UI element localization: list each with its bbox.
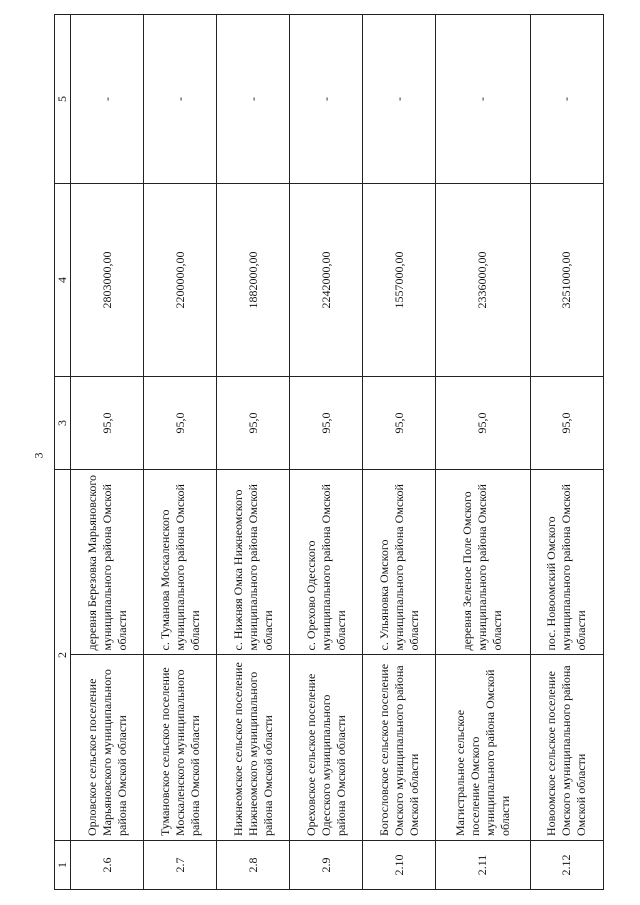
table-header-row	[55, 15, 71, 890]
header-col-4: 4	[55, 184, 71, 377]
percent-value: 95,0	[144, 377, 217, 470]
subsidy-table	[54, 14, 604, 890]
rotated-table-container	[54, 20, 604, 890]
locality-name: пос. Новоомский Омского муниципального района Омской области	[530, 470, 603, 656]
table-row	[217, 15, 290, 890]
percent-value: 95,0	[363, 377, 436, 470]
table-row	[530, 15, 603, 890]
settlement-name: Магистральное сельское поселение Омского муниципального района Омской области	[436, 655, 531, 841]
row-number: 2.6	[71, 841, 144, 890]
table-row	[436, 15, 531, 890]
settlement-name: Новоомское сельское поселение Омского муниципального района Омской области	[530, 655, 603, 841]
locality-name: с. Туманова Москаленского муниципального района Омской области	[144, 470, 217, 656]
locality-name: с. Нижняя Омка Нижнеомского муниципального района Омской области	[217, 470, 290, 656]
locality-name: деревня Зеленое Поле Омского муниципального района Омской области	[436, 470, 531, 656]
header-col-5: 5	[55, 15, 71, 184]
row-number: 2.7	[144, 841, 217, 890]
row-number: 2.11	[436, 841, 531, 890]
row-number: 2.9	[290, 841, 363, 890]
col5-value: -	[217, 15, 290, 184]
row-number: 2.8	[217, 841, 290, 890]
locality-name: деревня Березовка Марьяновского муниципального района Омской области	[71, 470, 144, 656]
settlement-name: Богословское сельское поселение Омского муниципального района Омской области	[363, 655, 436, 841]
row-number: 2.10	[363, 841, 436, 890]
col5-value: -	[363, 15, 436, 184]
amount-value: 2200000,00	[144, 184, 217, 377]
col5-value: -	[144, 15, 217, 184]
header-col-1: 1	[55, 841, 71, 890]
amount-value: 2336000,00	[436, 184, 531, 377]
col5-value: -	[290, 15, 363, 184]
locality-name: с. Орехово Одесского муниципального района Омской области	[290, 470, 363, 656]
table-row	[71, 15, 144, 890]
table-row	[363, 15, 436, 890]
amount-value: 2242000,00	[290, 184, 363, 377]
amount-value: 2803000,00	[71, 184, 144, 377]
settlement-name: Тумановское сельское поселение Москаленского муниципального района Омской области	[144, 655, 217, 841]
col5-value: -	[71, 15, 144, 184]
header-col-2: 2	[55, 470, 71, 841]
percent-value: 95,0	[290, 377, 363, 470]
col5-value: -	[436, 15, 531, 184]
amount-value: 3251000,00	[530, 184, 603, 377]
table-row	[290, 15, 363, 890]
header-col-3: 3	[55, 377, 71, 470]
percent-value: 95,0	[217, 377, 290, 470]
percent-value: 95,0	[436, 377, 531, 470]
row-number: 2.12	[530, 841, 603, 890]
percent-value: 95,0	[71, 377, 144, 470]
table-row	[144, 15, 217, 890]
percent-value: 95,0	[530, 377, 603, 470]
settlement-name: Нижнеомское сельское поселение Нижнеомского муниципального района Омской области	[217, 655, 290, 841]
amount-value: 1557000,00	[363, 184, 436, 377]
locality-name: с. Ульяновка Омского муниципального района Омской области	[363, 470, 436, 656]
page-number: 3	[31, 452, 46, 459]
settlement-name: Ореховское сельское поселение Одесского муниципального района Омской области	[290, 655, 363, 841]
col5-value: -	[530, 15, 603, 184]
amount-value: 1882000,00	[217, 184, 290, 377]
settlement-name: Орловское сельское поселение Марьяновского муниципального района Омской области	[71, 655, 144, 841]
